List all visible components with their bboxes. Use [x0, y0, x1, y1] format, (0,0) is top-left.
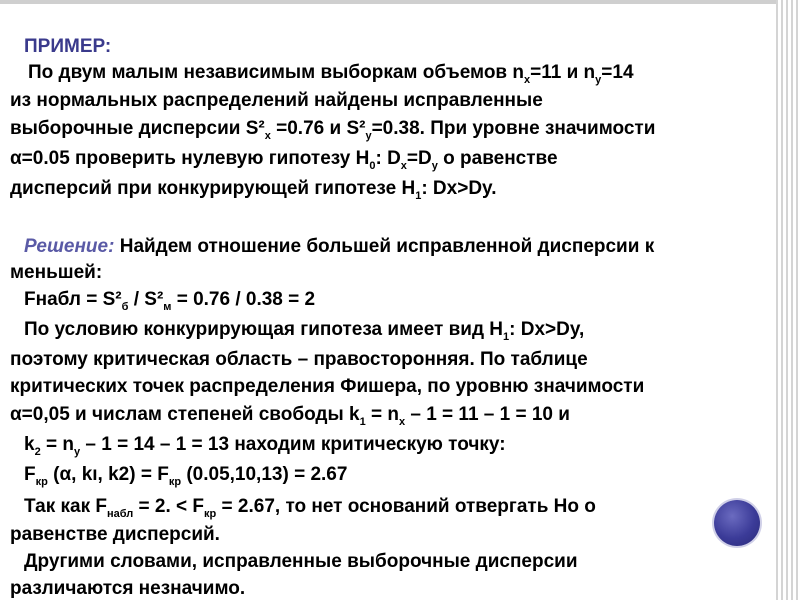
- subscript: x: [264, 129, 271, 142]
- problem-text: =D: [406, 148, 432, 169]
- solution-line-1: [24, 236, 654, 258]
- problem-line-2: из нормальных распределений найдены исправленные: [10, 90, 543, 111]
- solution-line-3: [24, 289, 315, 311]
- problem-text: =11 и n: [530, 62, 596, 83]
- solution-line-6: критических точек распределения Фишера, по уровню значимости: [10, 376, 645, 397]
- solution-text: – 1 = 14 – 1 = 13 находим критическую точку:: [80, 434, 506, 455]
- solution-text: : Dx>Dy,: [509, 319, 585, 340]
- subscript: 1: [359, 415, 366, 428]
- subscript: 1: [415, 189, 422, 202]
- solution-text: Найдем отношение большей исправленной дисперсии к: [114, 236, 655, 257]
- problem-line-5: [10, 178, 496, 200]
- problem-text: =0.38. При уровне значимости: [371, 118, 656, 139]
- solution-text: Так как F: [24, 496, 107, 517]
- solution-text: = n: [365, 404, 399, 425]
- subscript: y: [431, 159, 438, 172]
- subscript: 2: [34, 445, 41, 458]
- problem-text: =0.76 и S²: [270, 118, 366, 139]
- solution-text: = n: [40, 434, 74, 455]
- slide-right-border: [776, 0, 800, 600]
- solution-text: (α, kı, k2) = F: [47, 464, 169, 485]
- problem-line-4: [10, 148, 558, 170]
- problem-text: =14: [601, 62, 634, 83]
- solution-text: k: [24, 434, 35, 455]
- subscript: м: [163, 300, 172, 313]
- subscript: кр: [168, 475, 182, 488]
- solution-text: = 2. < F: [133, 496, 205, 517]
- solution-line-4: [24, 319, 584, 341]
- subscript: 1: [503, 330, 510, 343]
- problem-text: α=0.05 проверить нулевую гипотезу H: [10, 148, 370, 169]
- subscript: 0: [369, 159, 376, 172]
- subscript: б: [121, 300, 129, 313]
- problem-text: По двум малым независимым выборкам объемов n: [28, 62, 524, 83]
- problem-text: дисперсий при конкурирующей гипотезе H: [10, 178, 416, 199]
- solution-line-5: поэтому критическая область – правосторонняя. По таблице: [10, 349, 588, 370]
- solution-text: – 1 = 11 – 1 = 10 и: [405, 404, 570, 425]
- slide-top-border: [0, 0, 800, 4]
- solution-line-8: [24, 434, 506, 456]
- solution-line-10: [24, 496, 596, 518]
- subscript: кр: [35, 475, 48, 488]
- solution-line-2: меньшей:: [10, 262, 103, 283]
- solution-line-7: [10, 404, 570, 426]
- solution-line-11: равенстве дисперсий.: [10, 524, 220, 545]
- solution-text: F: [24, 464, 36, 485]
- solution-label: Решение:: [24, 236, 115, 257]
- solution-text: = 0.76 / 0.38 = 2: [171, 289, 316, 310]
- subscript: x: [398, 415, 406, 428]
- subscript: x: [524, 73, 531, 86]
- subscript: x: [400, 159, 407, 172]
- problem-text: о равенстве: [437, 148, 558, 169]
- solution-text: = 2.67, то нет оснований отвергать Но о: [216, 496, 596, 517]
- problem-line-3: [10, 118, 655, 140]
- example-title: ПРИМЕР:: [24, 36, 112, 57]
- slide-action-button[interactable]: [714, 500, 760, 546]
- solution-text: (0.05,10,13) = 2.67: [181, 464, 348, 485]
- subscript: y: [73, 445, 81, 458]
- subscript: набл: [106, 507, 134, 520]
- solution-text: α=0,05 и числам степеней свободы k: [10, 404, 360, 425]
- solution-text: / S²: [128, 289, 164, 310]
- subscript: y: [595, 73, 602, 86]
- solution-line-13: различаются незначимо.: [10, 578, 246, 599]
- solution-text: По условию конкурирующая гипотеза имеет вид H: [24, 319, 504, 340]
- subscript: кр: [204, 507, 217, 520]
- problem-text: выборочные дисперсии S²: [10, 118, 265, 139]
- problem-text: : Dx>Dy.: [421, 178, 497, 199]
- problem-text: : D: [375, 148, 401, 169]
- subscript: y: [365, 129, 372, 142]
- solution-line-12: Другими словами, исправленные выборочные дисперсии: [24, 551, 578, 572]
- problem-line-1: [28, 62, 634, 84]
- solution-text: Fнабл = S²: [24, 289, 122, 310]
- solution-line-9: [24, 464, 347, 486]
